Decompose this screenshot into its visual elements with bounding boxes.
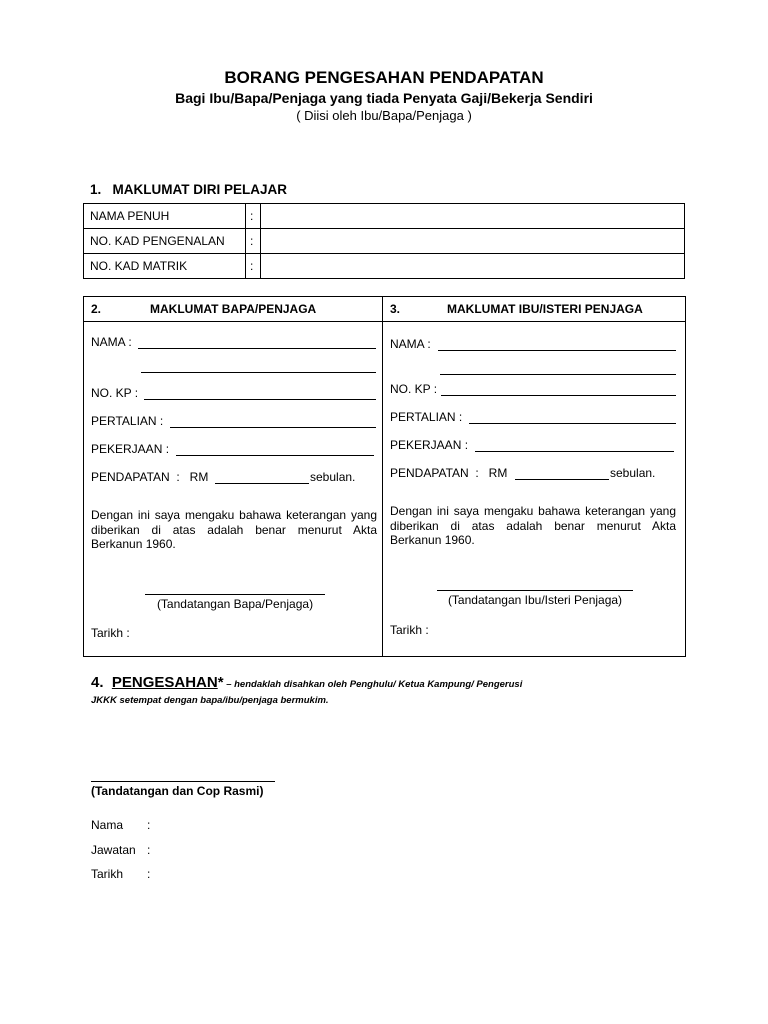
section4-note-line2: JKKK setempat dengan bapa/ibu/penjaga bermukim. xyxy=(91,695,329,706)
table-row xyxy=(84,254,685,279)
section1-title: 1. MAKLUMAT DIRI PELAJAR xyxy=(90,182,288,197)
ibu-signature-label: (Tandatangan Ibu/Isteri Penjaga) xyxy=(447,593,623,607)
colon: : xyxy=(246,254,261,279)
official-jawatan-row xyxy=(91,843,151,857)
section4-heading: PENGESAHAN xyxy=(111,674,218,691)
bapa-nama-label: NAMA : xyxy=(91,335,132,349)
no-kad-matrik-field[interactable] xyxy=(261,254,685,279)
nama-penuh-field[interactable] xyxy=(261,204,685,229)
official-signature-label: (Tandatangan dan Cop Rasmi) xyxy=(91,784,264,798)
nama-penuh-label: NAMA PENUH xyxy=(84,204,246,229)
official-tarikh-row xyxy=(91,867,151,881)
table-row xyxy=(84,229,685,254)
column-divider xyxy=(382,297,383,656)
no-kad-pengenalan-label: NO. KAD PENGENALAN xyxy=(84,229,246,254)
bapa-pekerjaan-label: PEKERJAAN : xyxy=(91,442,170,456)
ibu-nama-line[interactable] xyxy=(438,350,676,351)
header-divider xyxy=(84,321,685,322)
colon: : xyxy=(147,843,151,857)
section2-number: 2. xyxy=(91,302,102,316)
ibu-pertalian-label: PERTALIAN : xyxy=(390,410,463,424)
parent-info-box xyxy=(83,296,686,657)
official-tarikh-label: Tarikh xyxy=(91,867,124,881)
section4-note-line1: – hendaklah disahkan oleh Penghulu/ Ketua Kampung/ Pengerusi xyxy=(223,679,523,690)
bapa-nokp-line[interactable] xyxy=(144,399,376,400)
ibu-nama-line-2[interactable] xyxy=(440,374,676,375)
bapa-pekerjaan-line[interactable] xyxy=(176,455,374,456)
section2-title: MAKLUMAT BAPA/PENJAGA xyxy=(150,302,317,316)
official-nama-label: Nama xyxy=(91,818,124,832)
section3-title: MAKLUMAT IBU/ISTERI PENJAGA xyxy=(447,302,643,316)
colon: : xyxy=(246,229,261,254)
bapa-signature-line[interactable] xyxy=(145,594,325,595)
ibu-pekerjaan-label: PEKERJAAN : xyxy=(390,438,469,452)
bapa-pertalian-label: PERTALIAN : xyxy=(91,414,164,428)
ibu-pendapatan-line[interactable] xyxy=(515,479,609,480)
section4-number: 4. xyxy=(91,674,104,691)
bapa-pendapatan-label: PENDAPATAN : RM xyxy=(91,470,209,484)
ibu-declaration: Dengan ini saya mengaku bahawa keterangan yang diberikan di atas adalah benar menurut Akta Berkanun 1960. xyxy=(390,504,676,547)
ibu-tarikh-label: Tarikh : xyxy=(390,623,429,637)
student-info-table xyxy=(83,203,685,279)
bapa-nama-line-2[interactable] xyxy=(141,372,376,373)
ibu-nokp-label: NO. KP : xyxy=(390,382,438,396)
bapa-signature-label: (Tandatangan Bapa/Penjaga) xyxy=(156,597,314,611)
form-subtitle: Bagi Ibu/Bapa/Penjaga yang tiada Penyata Gaji/Bekerja Sendiri xyxy=(175,90,593,106)
colon: : xyxy=(147,818,151,832)
form-note: ( Diisi oleh Ibu/Bapa/Penjaga ) xyxy=(296,108,472,123)
ibu-nama-label: NAMA : xyxy=(390,337,431,351)
bapa-sebulan-label: sebulan. xyxy=(310,470,356,484)
colon: : xyxy=(147,867,151,881)
ibu-pendapatan-label: PENDAPATAN : RM xyxy=(390,466,508,480)
ibu-signature-line[interactable] xyxy=(437,590,633,591)
bapa-nama-line[interactable] xyxy=(138,348,376,349)
official-nama-row xyxy=(91,818,151,832)
form-title: BORANG PENGESAHAN PENDAPATAN xyxy=(224,68,544,87)
official-signature-line[interactable] xyxy=(91,781,275,782)
asterisk: * xyxy=(217,674,224,691)
bapa-pendapatan-line[interactable] xyxy=(215,483,309,484)
table-row xyxy=(84,204,685,229)
official-jawatan-label: Jawatan xyxy=(91,843,136,857)
ibu-sebulan-label: sebulan. xyxy=(610,466,656,480)
bapa-declaration: Dengan ini saya mengaku bahawa keterangan yang diberikan di atas adalah benar menurut Akta Berkanun 1960. xyxy=(91,508,377,551)
section4-title xyxy=(91,674,522,691)
no-kad-pengenalan-field[interactable] xyxy=(261,229,685,254)
no-kad-matrik-label: NO. KAD MATRIK xyxy=(84,254,246,279)
bapa-pertalian-line[interactable] xyxy=(170,427,376,428)
colon: : xyxy=(246,204,261,229)
ibu-pekerjaan-line[interactable] xyxy=(475,451,674,452)
ibu-nokp-line[interactable] xyxy=(441,395,676,396)
bapa-nokp-label: NO. KP : xyxy=(91,386,139,400)
ibu-pertalian-line[interactable] xyxy=(469,423,676,424)
section3-number: 3. xyxy=(390,302,401,316)
bapa-tarikh-label: Tarikh : xyxy=(91,626,130,640)
